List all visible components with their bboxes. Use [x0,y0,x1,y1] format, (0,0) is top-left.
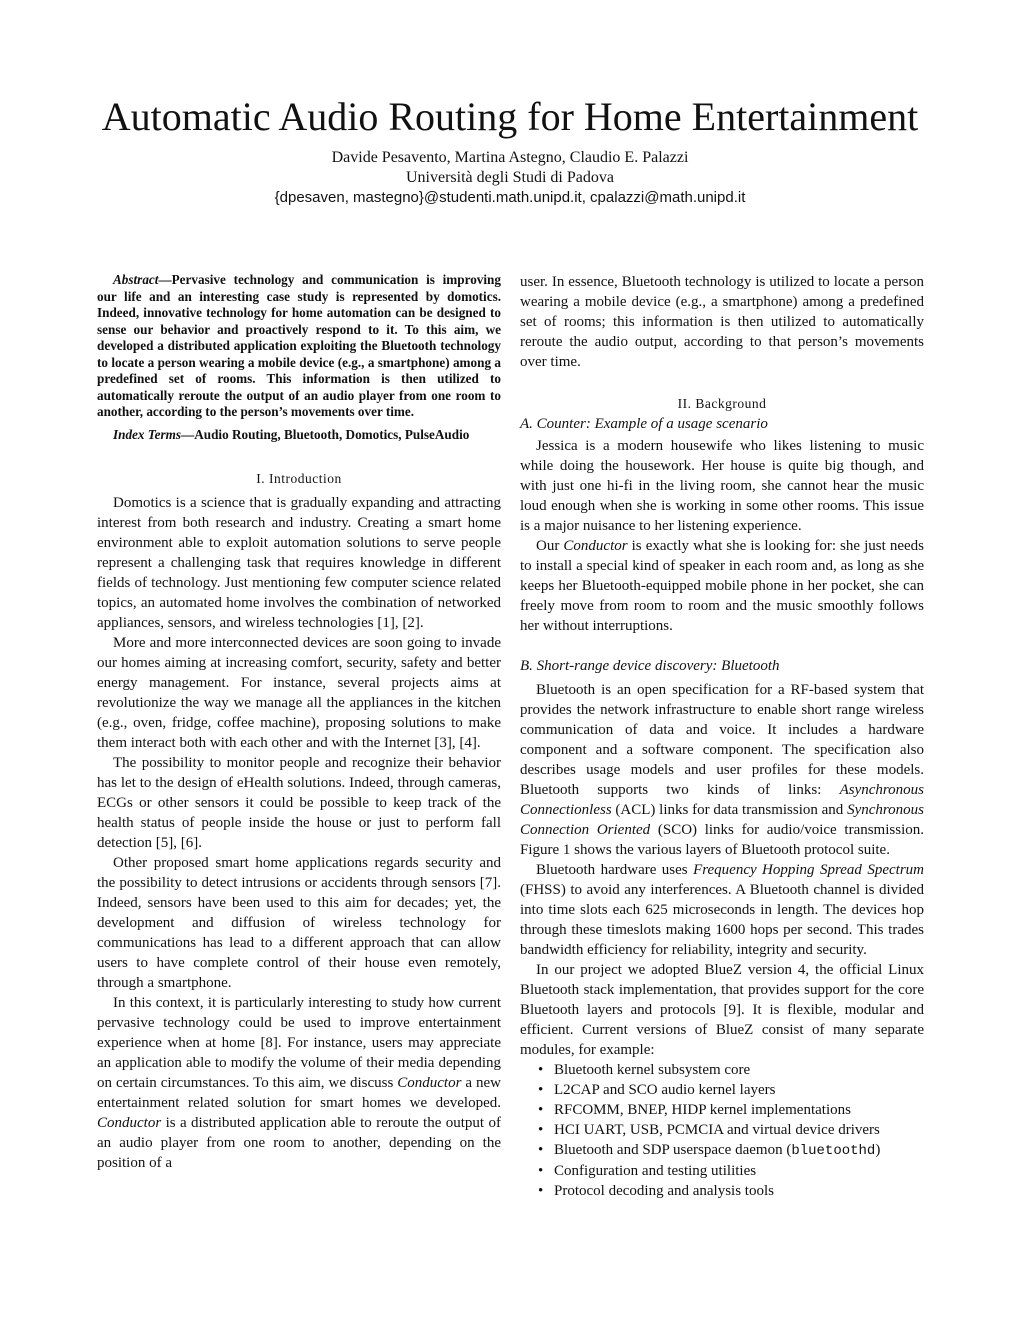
bullet-icon: • [538,1062,544,1078]
abstract-label: Abstract [113,272,159,287]
index-terms [97,427,501,444]
email-text: {dpesaven, mastegno}@studenti.math.unipd.it, cpalazzi@math.unipd.it [274,189,746,206]
abstract-text: —Pervasive technology and communication is improving our life and an interesting case study is represented by domotics. Indeed, innovative technology for home automation can be designed to sense our behavior and proactively respond to it. To this aim, we developed a distributed application exploiting the Bluetooth technology to locate a person wearing a mobile device (e.g., a smartphone) among a predefined set of rooms. This information is then utilized to automatically reroute the output of an audio player from one room to another, according to the person’s movements over time. [97,272,501,419]
bluetooth-paragraph-2 [520,860,924,960]
bullet-icon: • [538,1183,544,1199]
bullet-icon: • [538,1082,544,1098]
b1-text-c: (SCO) links for audio/voice transmission. Figure 1 shows the various layers of Bluetooth protocol suite. [520,822,924,858]
list-item-text: Configuration and testing utilities [554,1163,757,1179]
bluez-module-list [520,1060,924,1201]
bullet-icon: • [538,1102,544,1118]
list-item [534,1140,924,1161]
intro-paragraph-4: Other proposed smart home applications regards security and the possibility to detect intrusions or accidents through sensors [7]. Indeed, sensors have been used to this aim for decades; yet, the development and diffusion of wireless technology for communications has lead to a different approach that can allow users to have complete control of their house even remotely, through a smartphone. [97,855,501,991]
list-item-text: Bluetooth kernel subsystem core [554,1062,751,1078]
bluetooth-paragraph-3: In our project we adopted BlueZ version 4, the official Linux Bluetooth stack implementation, that provides support for the core Bluetooth layers and protocols [9]. It is flexible, modular and efficient. Current versions of BlueZ consist of many separate modules, for example: [520,962,924,1058]
list-item [534,1080,924,1100]
intro-paragraph-1: Domotics is a science that is gradually expanding and attracting interest from both research and industry. Creating a smart home environment able to exploit automation solutions to serve people represent a challenging task that requires knowledge in different fields of technology. Just mentioning few computer science related topics, an automated home involves the combination of networked appliances, sensors, and wireless technologies [1], [2]. [97,495,501,631]
list-item-text: HCI UART, USB, PCMCIA and virtual device drivers [554,1122,880,1138]
list-item-text: Bluetooth and SDP userspace daemon ( [554,1142,792,1158]
bullet-icon: • [538,1142,544,1158]
subsection-heading-b: B. Short-range device discovery: Bluetooth [520,658,780,674]
list-item [534,1120,924,1140]
p5-text-a: In this context, it is particularly interesting to study how current pervasive technology could be used to improve entertainment experience when at home [8]. For instance, users may appreciate an application able to modify the volume of their media depending on certain circumstances. To this aim, we discuss [97,995,501,1091]
list-item-text: Protocol decoding and analysis tools [554,1183,774,1199]
intro-paragraph-3: The possibility to monitor people and recognize their behavior has let to the design of eHealth solutions. Indeed, through cameras, ECGs or other sensors it could be possible to keep track of the health status of people inside the house or just to perform fall detection [5], [6]. [97,755,501,851]
list-item-text: L2CAP and SCO audio kernel layers [554,1082,776,1098]
list-item [534,1100,924,1120]
bluetooth-paragraph-1 [520,680,924,860]
list-item [534,1161,924,1181]
list-item [534,1060,924,1080]
p5-text-b: a new entertainment related solution for smart homes we developed. [97,1075,501,1111]
conductor-term: Conductor [397,1075,462,1091]
author-emails [0,188,1020,208]
paper-header [0,94,1020,208]
section-heading-background: II. Background [677,396,767,411]
fhss-term: Frequency Hopping Spread Spectrum [693,862,924,878]
intro-paragraph-2: More and more interconnected devices are soon going to invade our homes aiming at increasing comfort, security, safety and better energy management. For instance, several projects aims at revolutionize the way we manage all the appliances in the kitchen (e.g., oven, fridge, coffee machine), proposing solutions to make them interact both with each other and with the Internet [3], [4]. [97,635,501,751]
sco-term: Synchronous Connection Oriented [520,802,924,838]
intro-continuation: user. In essence, Bluetooth technology is utilized to locate a person wearing a mobile device (e.g., a smartphone) among a predefined set of rooms; this information is then utilized to automatically reroute the audio output, according to that person’s movements over time. [520,274,924,370]
right-column [520,272,924,1201]
conductor-term: Conductor [97,1115,162,1131]
b2-text-b: (FHSS) to avoid any interferences. A Bluetooth channel is divided into time slots each 625 microseconds in length. The devices hop through these timeslots making 1600 hops per second. This trades bandwidth efficiency for reliability, integrity and security. [520,882,924,958]
bullet-icon: • [538,1122,544,1138]
section-heading-introduction: I. Introduction [256,471,342,486]
b2-text-a: Bluetooth hardware uses [536,862,694,878]
left-column [97,272,501,1173]
list-item-text: ) [875,1142,881,1158]
b1-text-b: (ACL) links for data transmission and [611,802,848,818]
index-terms-label: Index Terms [113,426,182,442]
intro-paragraph-5 [97,993,501,1173]
b1-text-a: Bluetooth is an open specification for a RF-based system that provides the network infrastructure to enable short range wireless communication of data and voice. It includes a hardware component and a software component. The specification also describes usage models and user profiles for these models. Bluetooth supports two kinds of links: [520,682,924,798]
bullet-icon: • [538,1163,544,1179]
subsection-heading-a: A. Counter: Example of a usage scenario [520,416,768,432]
p5-text-c: is a distributed application able to reroute the output of an audio player from one room to another, depending on the position of a [97,1115,501,1171]
scenario-paragraph-1: Jessica is a modern housewife who likes listening to music while doing the housework. Her house is quite big though, and with just one hi-fi in the living room, she cannot hear the music loud enough when she is working in some other rooms. This issue is a major nuisance to her listening experience. [520,438,924,534]
affiliation: Università degli Studi di Padova [406,169,614,186]
author-list: Davide Pesavento, Martina Astegno, Claudio E. Palazzi [331,149,689,166]
list-item-text: RFCOMM, BNEP, HIDP kernel implementations [554,1102,851,1118]
paper-title: Automatic Audio Routing for Home Entertainment [101,94,919,139]
a2-text-b: is exactly what she is looking for: she just needs to install a special kind of speaker in each room and, as long as she keeps her Bluetooth-equipped mobile phone in her pocket, she can freely move from room to room and the music smoothly follows her without interruptions. [520,538,925,634]
scenario-paragraph-2 [520,536,924,636]
a2-text-a: Our [536,538,564,554]
abstract [97,272,501,421]
daemon-name: bluetoothd [791,1143,876,1159]
index-terms-text: —Audio Routing, Bluetooth, Domotics, PulseAudio [181,426,470,442]
conductor-term: Conductor [563,538,628,554]
acl-term: Asynchronous Connectionless [520,782,924,818]
list-item [534,1181,924,1201]
